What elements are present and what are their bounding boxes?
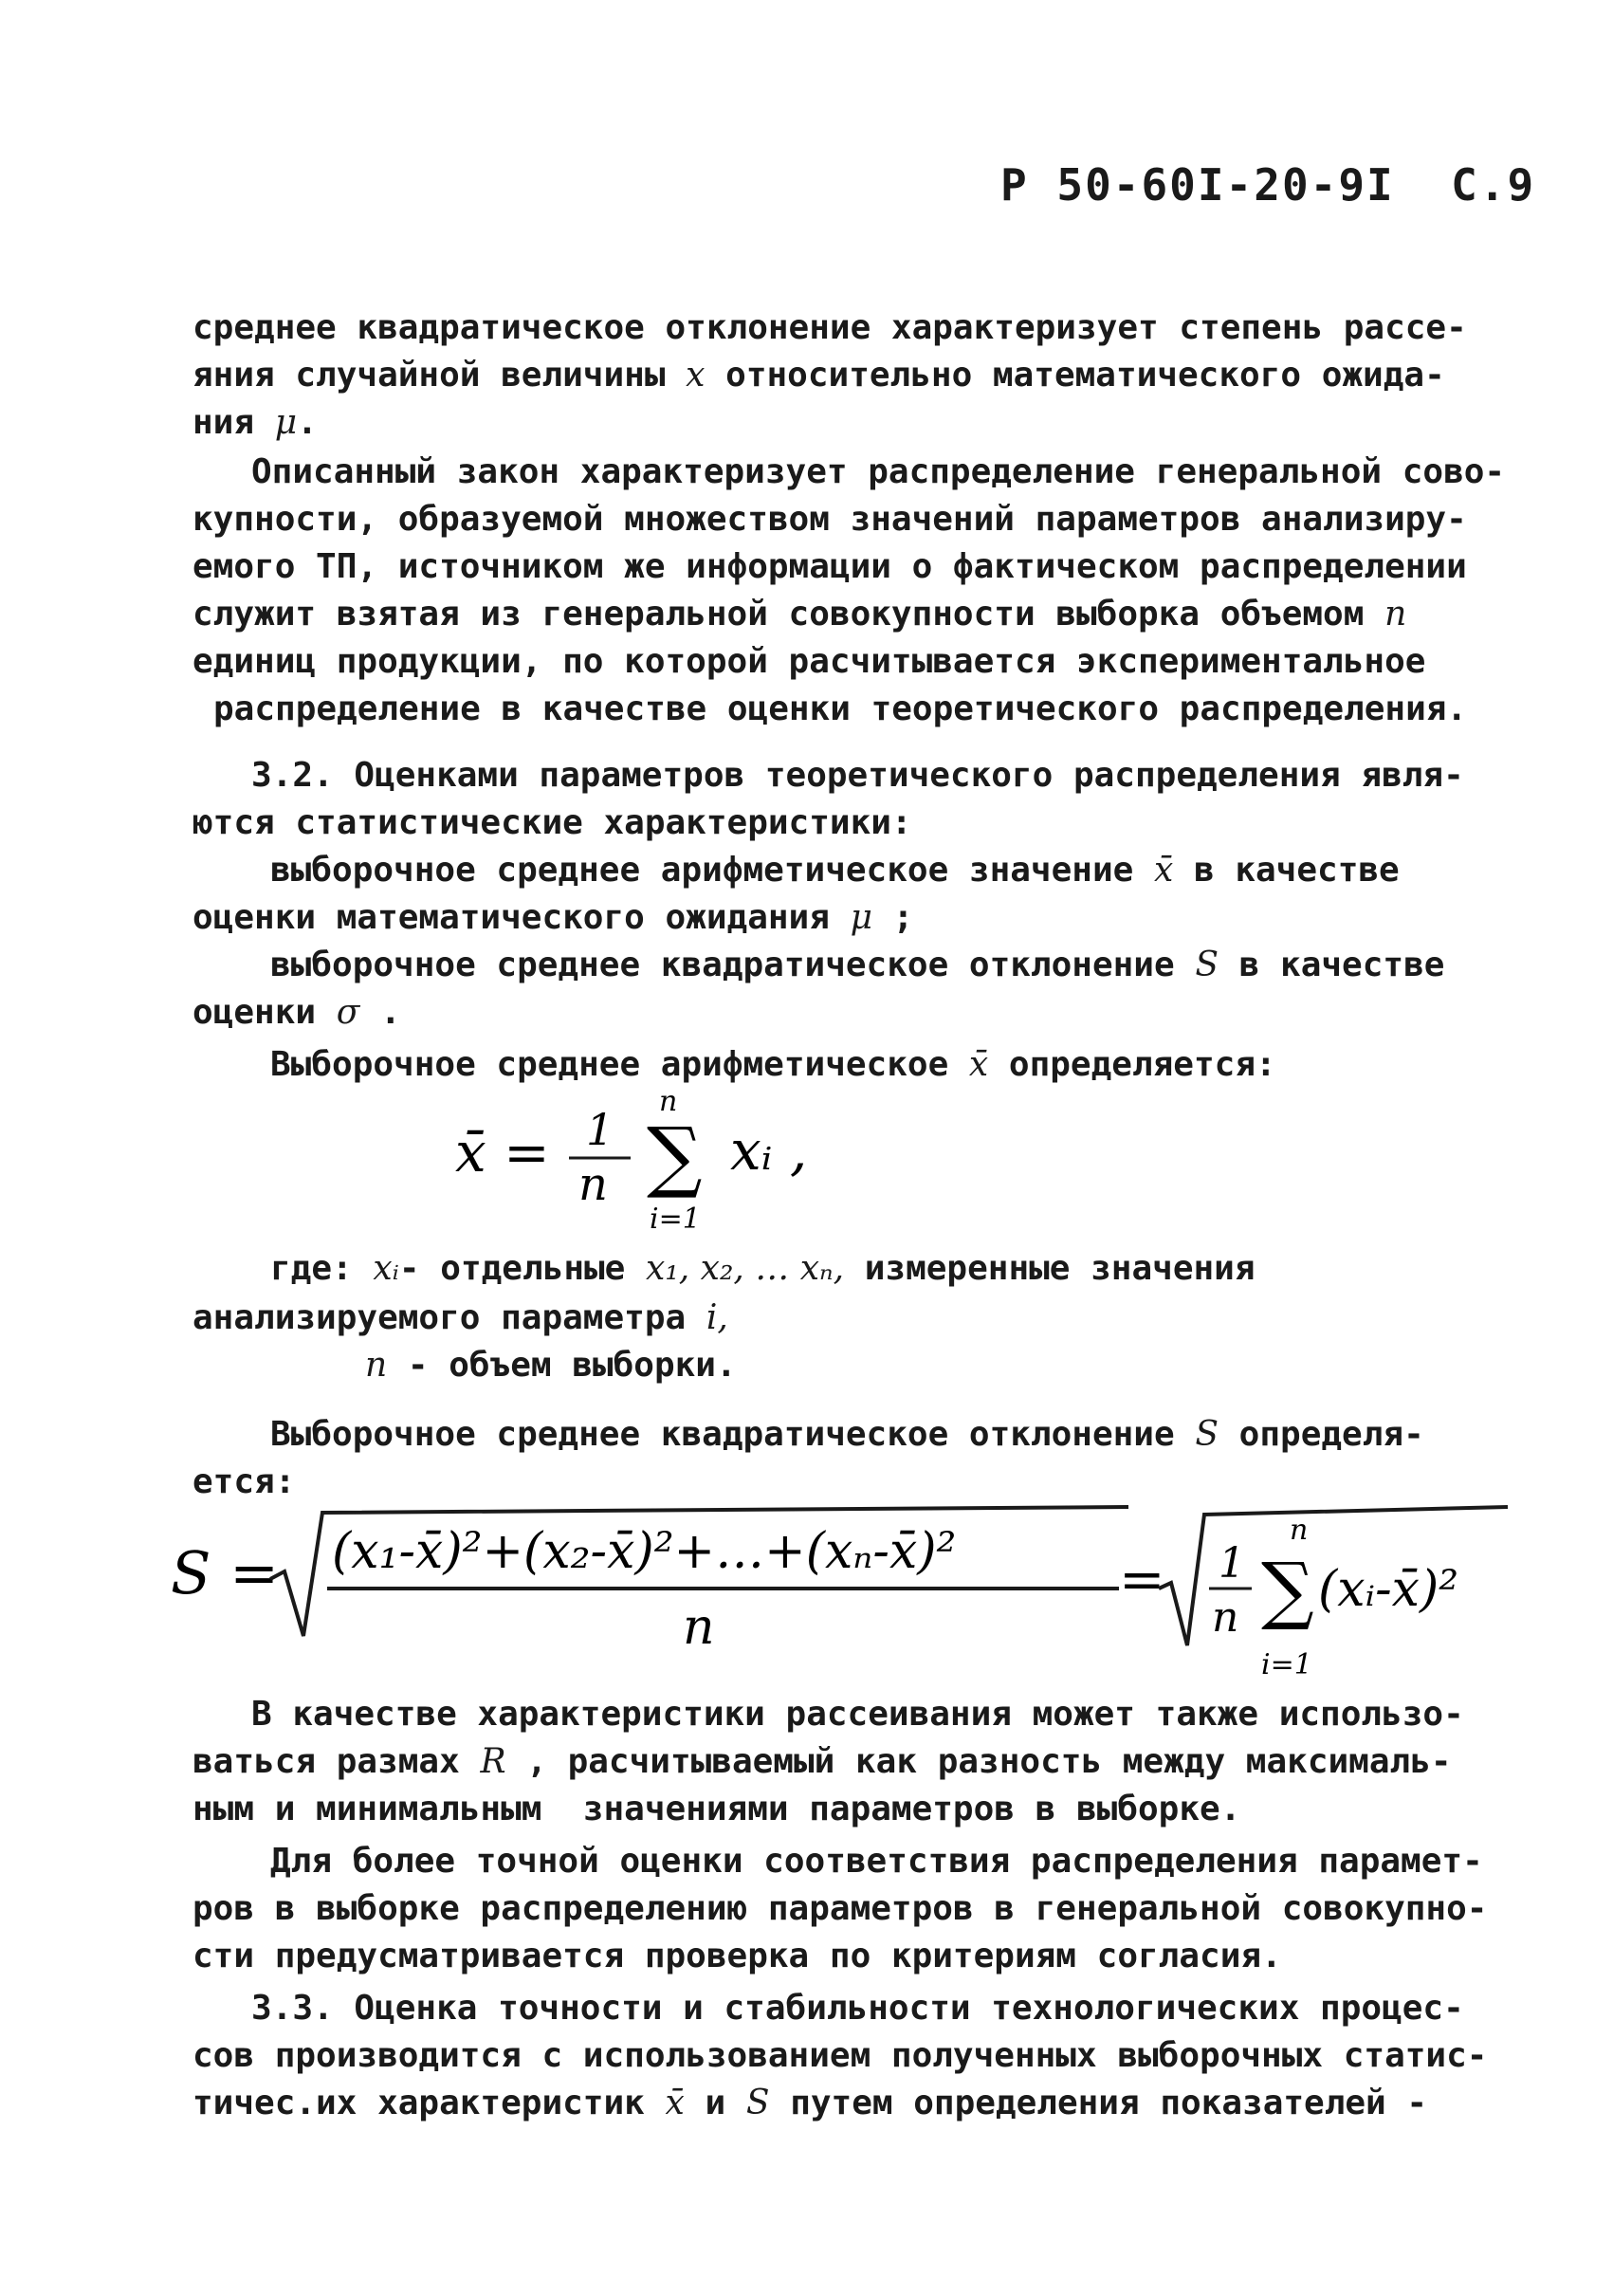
symbol-xi: xᵢ — [373, 1249, 399, 1288]
text-line: ются статистические характеристики: — [192, 803, 912, 842]
text-line: купности, образуемой множеством значений параметров анализиру- — [192, 500, 1467, 539]
formula-mean-sum-bot: i=1 — [650, 1203, 701, 1236]
formula-mean-den: n — [578, 1158, 608, 1211]
text-line: ров в выборке распределению параметров в генеральной совокупно- — [192, 1889, 1488, 1928]
text-line: где: xᵢ- отдельные x₁, x₂, … xₙ, измеренные значения — [270, 1249, 1256, 1288]
sum-sign: ∑ — [1261, 1548, 1314, 1633]
text-line: выборочное среднее квадратическое отклонение S в качестве — [270, 946, 1445, 984]
text-line: n - объем выборки. — [365, 1346, 737, 1385]
formula-mean-lhs: x̄ = — [455, 1120, 550, 1185]
symbol-sigma: σ — [336, 993, 360, 1032]
symbol-n: n — [365, 1346, 388, 1385]
formula-std-numerator: (x₁-x̄)²+(x₂-x̄)²+…+(xₙ-x̄)² — [332, 1523, 957, 1580]
formula-mean-sum-top: n — [659, 1085, 678, 1118]
symbol-r: R — [480, 1742, 506, 1781]
page-number: С.9 — [1451, 159, 1536, 211]
section-3-3: 3.3. Оценка точности и стабильности технологических процес- — [251, 1989, 1464, 2028]
text-line: емого ТП, источником же информации о фактическом распределении — [192, 547, 1467, 586]
symbol-s: S — [745, 2084, 770, 2122]
text-line: сти предусматривается проверка по критериям согласия. — [192, 1937, 1282, 1975]
formula-std-lhs: S = — [171, 1538, 280, 1607]
page-header — [1000, 159, 1535, 211]
formula-std-denominator: n — [683, 1599, 715, 1656]
text-line: сов производится с использованием полученных выборочных статис- — [192, 2036, 1488, 2075]
text-line: Выборочное среднее квадратическое отклонение S определя- — [270, 1415, 1424, 1454]
text-line: ния μ. — [192, 403, 318, 442]
symbol-xbar: x̄ — [665, 2084, 685, 2122]
text-line: анализируемого параметра i, — [192, 1298, 728, 1337]
text-line: выборочное среднее арифметическое значение x̄ в качестве — [270, 851, 1400, 890]
text-line: ваться размах R , расчитываемый как разность между максималь- — [192, 1742, 1452, 1781]
symbol-n: n — [1384, 595, 1407, 634]
text-line: ется: — [192, 1462, 296, 1501]
formula-std-sum-bot: i=1 — [1261, 1648, 1312, 1681]
text-line: служит взятая из генеральной совокупности выборка объемом n — [192, 595, 1407, 634]
formula-std-term2: (xᵢ-x̄)² — [1318, 1561, 1459, 1618]
text-line: единиц продукции, по которой расчитывается экспериментальное — [192, 642, 1426, 681]
formula-std-den2: n — [1212, 1593, 1239, 1642]
text-line: Выборочное среднее арифметическое x̄ определяется: — [270, 1045, 1276, 1084]
formula-std-sum-top: n — [1290, 1514, 1309, 1547]
text-line: распределение в качестве оценки теоретического распределения. — [213, 689, 1468, 728]
text-line: ным и минимальным значениями параметров в выборке. — [192, 1790, 1241, 1828]
text-line: Описанный закон характеризует распределение генеральной сово- — [251, 452, 1506, 491]
doc-code: Р 50-60I-20-9I — [1000, 159, 1395, 211]
formula-std — [171, 1494, 1517, 1683]
text-line: яния случайной величины x относительно математического ожида- — [192, 356, 1445, 395]
text-line: оценки математического ожидания μ ; — [192, 898, 914, 937]
symbol-xbar: x̄ — [968, 1045, 989, 1084]
formula-mean — [446, 1076, 901, 1238]
formula-mean-term: xᵢ , — [730, 1118, 808, 1183]
section-3-2: 3.2. Оценками параметров теоретического распределения явля- — [251, 756, 1464, 795]
symbol-xbar: x̄ — [1153, 851, 1174, 890]
symbol-mu: μ — [274, 403, 298, 442]
symbol-sequence: x₁, x₂, … xₙ, — [646, 1249, 845, 1288]
formula-std-eq: = — [1119, 1547, 1165, 1611]
symbol-mu: μ — [850, 898, 872, 937]
formula-std-num2: 1 — [1219, 1539, 1245, 1588]
text-line: Для более точной оценки соответствия распределения парамет- — [270, 1842, 1483, 1881]
symbol-s: S — [1195, 946, 1219, 984]
formula-mean-num: 1 — [586, 1104, 614, 1155]
text-line: тичес.их характеристик x̄ и S путем определения показателей - — [192, 2084, 1428, 2122]
symbol-i: i, — [706, 1298, 728, 1337]
text-line: В качестве характеристики рассеивания может также использо- — [251, 1695, 1464, 1734]
symbol-x: x — [686, 356, 706, 395]
symbol-s: S — [1195, 1415, 1219, 1454]
text-line: оценки σ . — [192, 993, 401, 1032]
sum-sign: ∑ — [647, 1111, 703, 1202]
text-line: среднее квадратическое отклонение характеризует степень рассе- — [192, 308, 1467, 347]
